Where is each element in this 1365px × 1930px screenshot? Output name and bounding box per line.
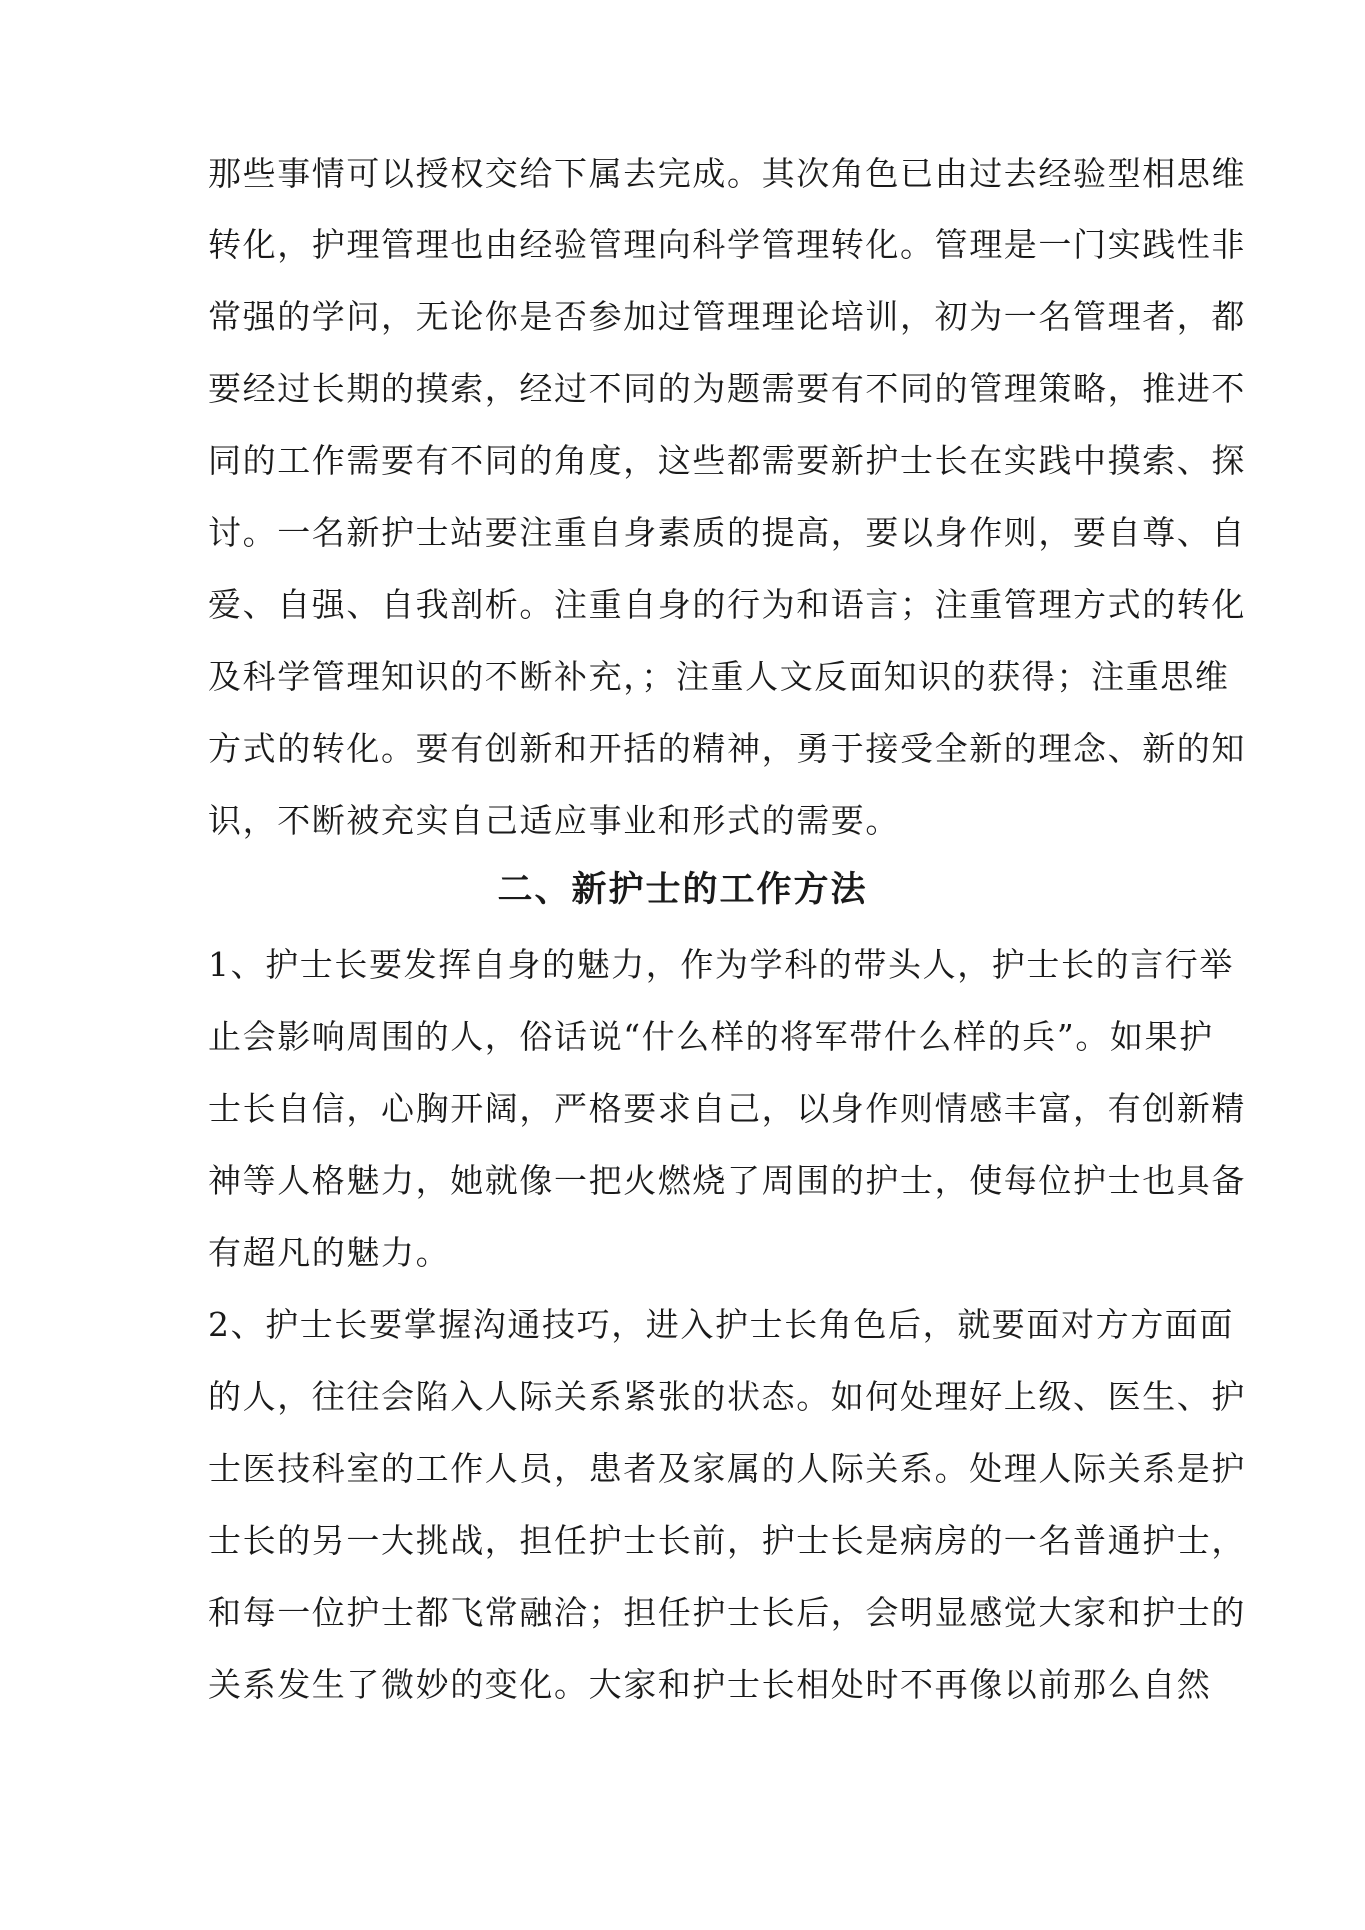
text-line: 同的工作需要有不同的角度，这些都需要新护士长在实践中摸索、探	[208, 441, 1246, 480]
text-line: 1、护士长要发挥自身的魅力，作为学科的带头人，护士长的言行举	[208, 945, 1234, 984]
text-line: 爱、自强、自我剖析。注重自身的行为和语言；注重管理方式的转化	[208, 585, 1246, 624]
text-line: 那些事情可以授权交给下属去完成。其次角色已由过去经验型相思维	[208, 154, 1246, 193]
text-line: 和每一位护士都飞常融洽；担任护士长后，会明显感觉大家和护士的	[208, 1593, 1246, 1632]
text-line: 方式的转化。要有创新和开括的精神，勇于接受全新的理念、新的知	[208, 729, 1246, 768]
text-line: 识，不断被充实自己适应事业和形式的需要。	[208, 801, 900, 840]
text-line: 要经过长期的摸索，经过不同的为题需要有不同的管理策略，推进不	[208, 369, 1246, 408]
section-heading: 二、新护士的工作方法	[497, 869, 868, 910]
text-line: 的人，往往会陷入人际关系紧张的状态。如何处理好上级、医生、护	[208, 1377, 1246, 1416]
text-line: 士长自信，心胸开阔，严格要求自己，以身作则情感丰富，有创新精	[208, 1089, 1246, 1128]
text-line: 讨。一名新护士站要注重自身素质的提高，要以身作则，要自尊、自	[208, 513, 1246, 552]
text-line: 士长的另一大挑战，担任护士长前，护士长是病房的一名普通护士，	[208, 1521, 1246, 1560]
text-line: 有超凡的魅力。	[208, 1233, 451, 1272]
text-line: 转化，护理管理也由经验管理向科学管理转化。管理是一门实践性非	[208, 225, 1246, 264]
text-line: 关系发生了微妙的变化。大家和护士长相处时不再像以前那么自然	[208, 1665, 1212, 1704]
text-line: 2、护士长要掌握沟通技巧，进入护士长角色后，就要面对方方面面	[208, 1305, 1234, 1344]
text-line: 止会影响周围的人，俗话说“什么样的将军带什么样的兵”。如果护	[208, 1017, 1214, 1056]
text-line: 士医技科室的工作人员，患者及家属的人际关系。处理人际关系是护	[208, 1449, 1246, 1488]
text-line: 常强的学问，无论你是否参加过管理理论培训，初为一名管理者，都	[208, 297, 1246, 336]
text-line: 神等人格魅力，她就像一把火燃烧了周围的护士，使每位护士也具备	[208, 1161, 1246, 1200]
text-line: 及科学管理知识的不断补充，；注重人文反面知识的获得；注重思维	[208, 657, 1230, 696]
